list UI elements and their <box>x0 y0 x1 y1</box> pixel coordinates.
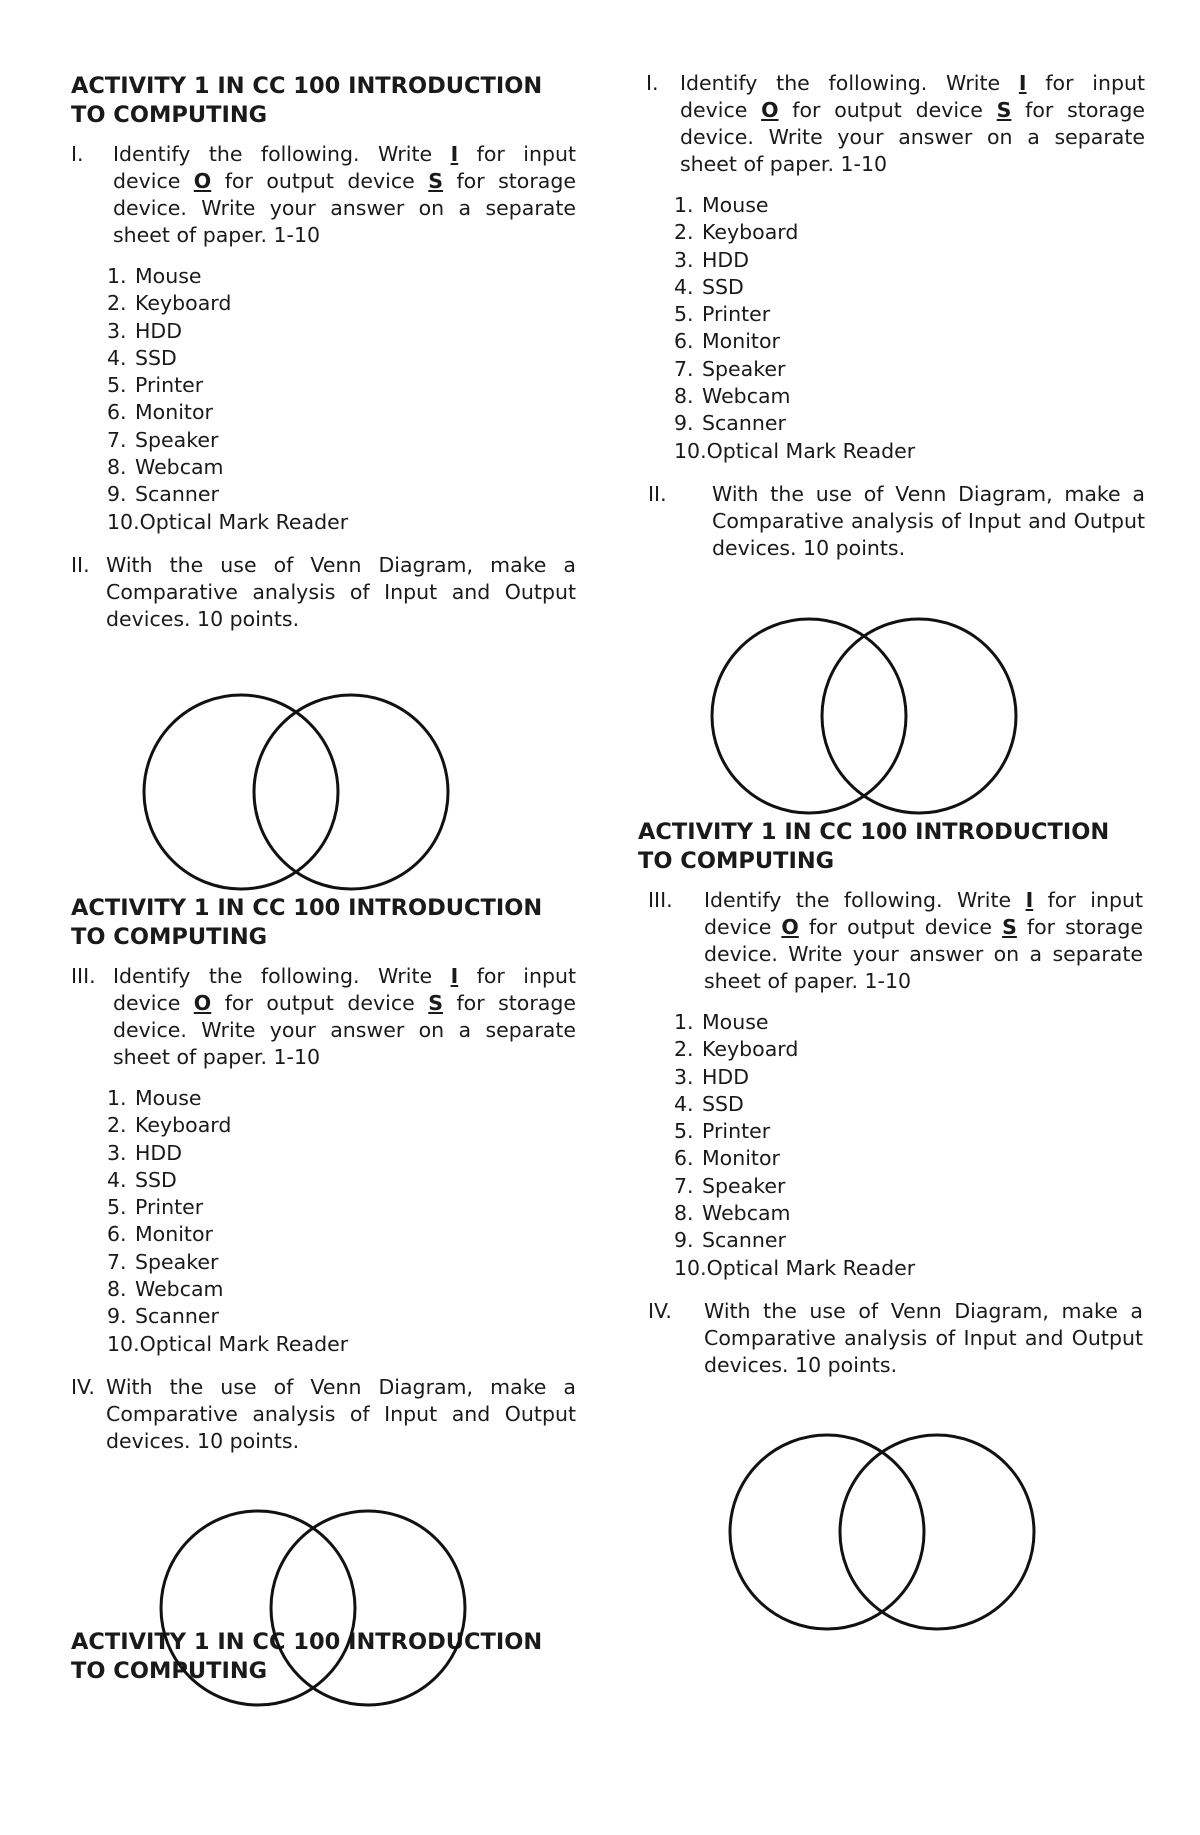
list-item: 10. Optical Mark Reader <box>674 1255 916 1280</box>
list-item: 9. Scanner <box>107 482 219 507</box>
list-item: 8. Webcam <box>107 1277 224 1302</box>
activity-title: ACTIVITY 1 IN CC 100 INTRODUCTION TO COMPUTING <box>71 895 543 950</box>
activity-title: ACTIVITY 1 IN CC 100 INTRODUCTION TO COMPUTING <box>71 73 543 128</box>
venn-diagram <box>708 616 1020 816</box>
list-item: 1. Mouse <box>674 1010 769 1034</box>
venn-instruction: II. With the use of Venn Diagram, make a Comparative analysis of Input and Output devices. 10 points. <box>640 481 1145 562</box>
identify-instruction: I. Identify the following. Write I for input device O for output device S for storage device. Write your answer on a separate sheet of paper. 1-10 <box>640 70 1145 178</box>
list-item: 2. Keyboard <box>107 291 232 316</box>
question-number: I. <box>646 71 659 95</box>
venn-instruction: IV. With the use of Venn Diagram, make a Comparative analysis of Input and Output devices. 10 points. <box>71 1374 576 1453</box>
identify-instruction: III. Identify the following. Write I for input device O for output device S for storage device. Write your answer on a separate sheet of paper. 1-10 <box>638 887 1143 995</box>
question-number: II. <box>648 481 667 506</box>
question-number: I. <box>71 142 84 166</box>
worksheet-block-3 <box>640 70 1145 562</box>
list-item: 3. HDD <box>107 1140 182 1165</box>
device-list <box>107 1085 576 1358</box>
device-list <box>107 263 576 536</box>
list-item: 7. Speaker <box>107 427 219 452</box>
list-item: 6. Monitor <box>674 1146 780 1171</box>
list-item: 7. Speaker <box>674 356 786 381</box>
list-item: 7. Speaker <box>107 1249 219 1274</box>
worksheet-block-1 <box>71 72 576 633</box>
venn-diagram <box>140 692 452 892</box>
list-item: 4. SSD <box>107 1167 177 1192</box>
list-item: 5. Printer <box>674 1119 771 1144</box>
list-item: 5. Printer <box>107 1195 204 1220</box>
venn-diagram <box>157 1508 469 1708</box>
worksheet-block-2 <box>71 894 576 1455</box>
list-item: 8. Webcam <box>674 384 791 409</box>
question-number: III. <box>648 888 673 912</box>
list-item: 1. Mouse <box>674 193 769 217</box>
list-item: 9. Scanner <box>674 1228 786 1253</box>
venn-circle-left <box>144 695 338 889</box>
question-number: IV. <box>648 1298 672 1323</box>
list-item: 3. HDD <box>107 318 182 343</box>
identify-instruction: III. Identify the following. Write I for input device O for output device S for storage device. Write your answer on a separate sheet of paper. 1-10 <box>71 964 576 1069</box>
venn-circle-right <box>271 1511 465 1705</box>
venn-circle-right <box>254 695 448 889</box>
venn-diagram <box>726 1432 1038 1632</box>
list-item: 7. Speaker <box>674 1173 786 1198</box>
venn-circle-right <box>840 1435 1034 1629</box>
identify-instruction: I. Identify the following. Write I for input device O for output device S for storage device. Write your answer on a separate sheet of paper. 1-10 <box>71 142 576 247</box>
device-list <box>674 192 1145 465</box>
venn-circle-left <box>730 1435 924 1629</box>
list-item: 10. Optical Mark Reader <box>107 1331 349 1356</box>
list-item: 10. Optical Mark Reader <box>674 438 916 463</box>
list-item: 2. Keyboard <box>107 1113 232 1138</box>
venn-instruction: IV. With the use of Venn Diagram, make a Comparative analysis of Input and Output devices. 10 points. <box>638 1298 1143 1379</box>
list-item: 9. Scanner <box>107 1304 219 1329</box>
venn-circle-left <box>712 619 906 813</box>
activity-title: ACTIVITY 1 IN CC 100 INTRODUCTION TO COMPUTING <box>638 819 1110 874</box>
question-number: III. <box>71 964 96 988</box>
list-item: 5. Printer <box>107 373 204 398</box>
activity-title: ACTIVITY 1 IN CC 100 INTRODUCTION TO COMPUTING <box>71 1629 543 1684</box>
list-item: 4. SSD <box>107 345 177 370</box>
list-item: 4. SSD <box>674 274 744 299</box>
list-item: 3. HDD <box>674 247 749 272</box>
question-number: II. <box>71 552 90 577</box>
list-item: 3. HDD <box>674 1064 749 1089</box>
list-item: 6. Monitor <box>107 400 213 425</box>
list-item: 2. Keyboard <box>674 1037 799 1062</box>
device-list <box>674 1009 1143 1282</box>
list-item: 9. Scanner <box>674 411 786 436</box>
venn-circle-right <box>822 619 1016 813</box>
venn-instruction: II. With the use of Venn Diagram, make a Comparative analysis of Input and Output devices. 10 points. <box>71 552 576 631</box>
list-item: 4. SSD <box>674 1091 744 1116</box>
question-number: IV. <box>71 1374 95 1399</box>
list-item: 6. Monitor <box>107 1222 213 1247</box>
list-item: 1. Mouse <box>107 264 202 288</box>
list-item: 10. Optical Mark Reader <box>107 509 349 534</box>
venn-circle-left <box>161 1511 355 1705</box>
worksheet-block-4 <box>638 818 1143 1379</box>
list-item: 1. Mouse <box>107 1086 202 1110</box>
list-item: 2. Keyboard <box>674 220 799 245</box>
list-item: 6. Monitor <box>674 329 780 354</box>
list-item: 8. Webcam <box>674 1201 791 1226</box>
list-item: 8. Webcam <box>107 455 224 480</box>
list-item: 5. Printer <box>674 302 771 327</box>
